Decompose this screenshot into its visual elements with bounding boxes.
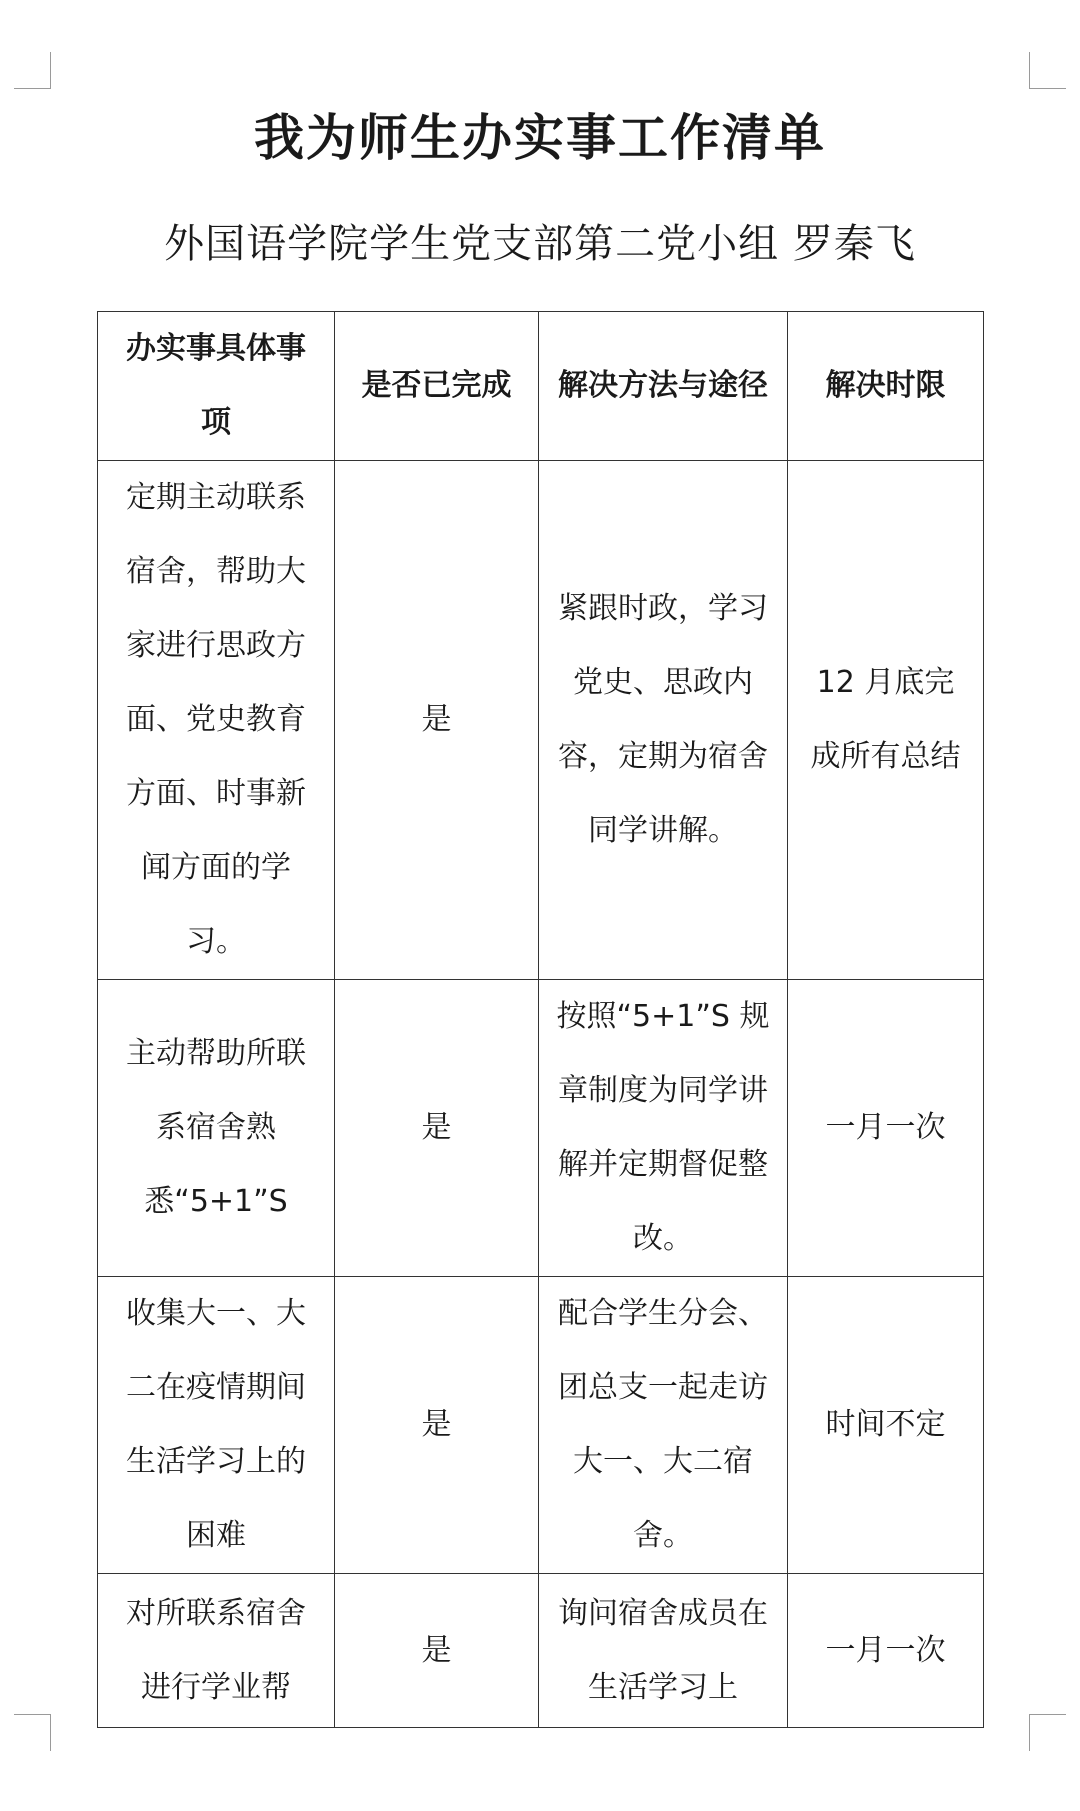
crop-mark-bottom-left [14,1714,51,1751]
cell-item: 定期主动联系宿舍，帮助大家进行思政方面、党史教育方面、时事新闻方面的学习。 [98,461,335,980]
table-row [98,980,984,1277]
cell-method: 询问宿舍成员在生活学习上 [539,1574,788,1728]
crop-mark-top-right [1029,52,1066,89]
table-row [98,1574,984,1728]
crop-mark-top-left [14,52,51,89]
cell-deadline: 一月一次 [788,1574,984,1728]
cell-deadline: 时间不定 [788,1277,984,1574]
table-row [98,461,984,980]
cell-completed: 是 [335,1574,539,1728]
cell-completed: 是 [335,461,539,980]
header-deadline: 解决时限 [788,312,984,461]
cell-method: 紧跟时政，学习党史、思政内容，定期为宿舍同学讲解。 [539,461,788,980]
header-method: 解决方法与途径 [539,312,788,461]
cell-deadline: 一月一次 [788,980,984,1277]
cell-deadline: 12 月底完成所有总结 [788,461,984,980]
work-list-table [97,311,984,1728]
table-row [98,1277,984,1574]
cell-method: 配合学生分会、团总支一起走访大一、大二宿舍。 [539,1277,788,1574]
page-subtitle: 外国语学院学生党支部第二党小组 罗秦飞 [164,221,916,267]
cell-completed: 是 [335,980,539,1277]
cell-completed: 是 [335,1277,539,1574]
cell-item: 收集大一、大二在疫情期间生活学习上的困难 [98,1277,335,1574]
cell-method: 按照“5+1”S 规章制度为同学讲解并定期督促整改。 [539,980,788,1277]
crop-mark-bottom-right [1029,1714,1066,1751]
table-header-row [98,312,984,461]
cell-item: 对所联系宿舍进行学业帮 [98,1574,335,1728]
page-title: 我为师生办实事工作清单 [254,109,826,167]
cell-item: 主动帮助所联系宿舍熟悉“5+1”S [98,980,335,1277]
header-completed: 是否已完成 [335,312,539,461]
header-item: 办实事具体事项 [98,312,335,461]
